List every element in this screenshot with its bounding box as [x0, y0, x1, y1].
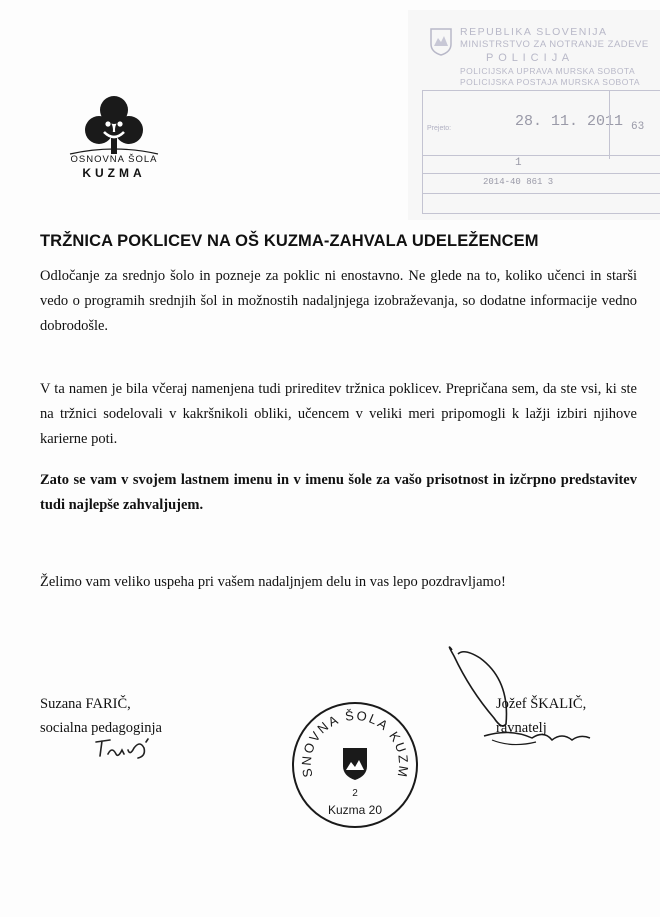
left-signatory-name: Suzana FARIČ,: [40, 696, 131, 712]
clover-icon: [66, 92, 162, 162]
right-signatory-role: ravnatelj: [496, 720, 547, 736]
stamp-header-3: P O L I C I J A: [486, 52, 571, 64]
prejeto-label: Prejeto:: [427, 125, 452, 132]
received-number: 63: [631, 121, 645, 133]
coat-of-arms-icon: [430, 28, 452, 56]
stamp-header-5: POLICIJSKA POSTAJA MURSKA SOBOTA: [460, 77, 641, 87]
stamp-header-1: REPUBLIKA SLOVENIJA: [460, 26, 608, 38]
logo-line2: KUZMA: [82, 166, 146, 180]
seal-address: Kuzma 20: [327, 803, 383, 817]
school-logo: [66, 92, 162, 184]
letter-title: TRŽNICA POKLICEV NA OŠ KUZMA-ZAHVALA UDELEŽENCEM: [40, 232, 539, 250]
paragraph-3: Zato se vam v svojem lastnem imenu in v imenu šole za vašo prisotnost in izčrpno predstavitev tudi najlepše zahvaljujem.: [40, 472, 637, 513]
registry-stamp: [408, 10, 660, 220]
right-signatory-name: Jožef ŠKALIČ,: [496, 696, 587, 712]
stamp-header-4: POLICIJSKA UPRAVA MURSKA SOBOTA: [460, 66, 636, 76]
stamp-field-3: 2014-40 861 3: [483, 177, 554, 187]
school-seal: [290, 700, 420, 830]
stamp-grid: [422, 90, 660, 214]
paragraph-4: Želimo vam veliko uspeha pri vašem nadaljnjem delu in vas lepo pozdravljamo!: [40, 574, 506, 590]
stamp-header-2: MINISTRSTVO ZA NOTRANJE ZADEVE: [460, 39, 649, 50]
received-date: 28. 11. 2011: [515, 113, 624, 130]
paragraph-1: Odločanje za srednjo šolo in pozneje za poklic ni enostavno. Ne glede na to, koliko učenci in starši vedo o programih srednjih šol in možnostih nadaljnjega izobraževanja, so dodatne informacije vedno dobrodošle.: [40, 268, 637, 334]
seal-number: 2: [352, 788, 358, 799]
stamp-field-2: 1: [515, 157, 522, 169]
left-signatory-role: socialna pedagoginja: [40, 720, 162, 736]
logo-line1: OSNOVNA ŠOLA: [70, 154, 158, 165]
left-signature: [92, 736, 154, 762]
seal-ring-text: SNOVNA ŠOLA KUZM: [298, 707, 412, 780]
paragraph-2: V ta namen je bila včeraj namenjena tudi prireditev tržnica poklicev. Prepričana sem, da ste vsi, ki ste na tržnici sodelovali v kakršnikoli obliki, učencem v veliki meri pripomogli k lažji izbiri njihove karierne poti.: [40, 381, 637, 447]
